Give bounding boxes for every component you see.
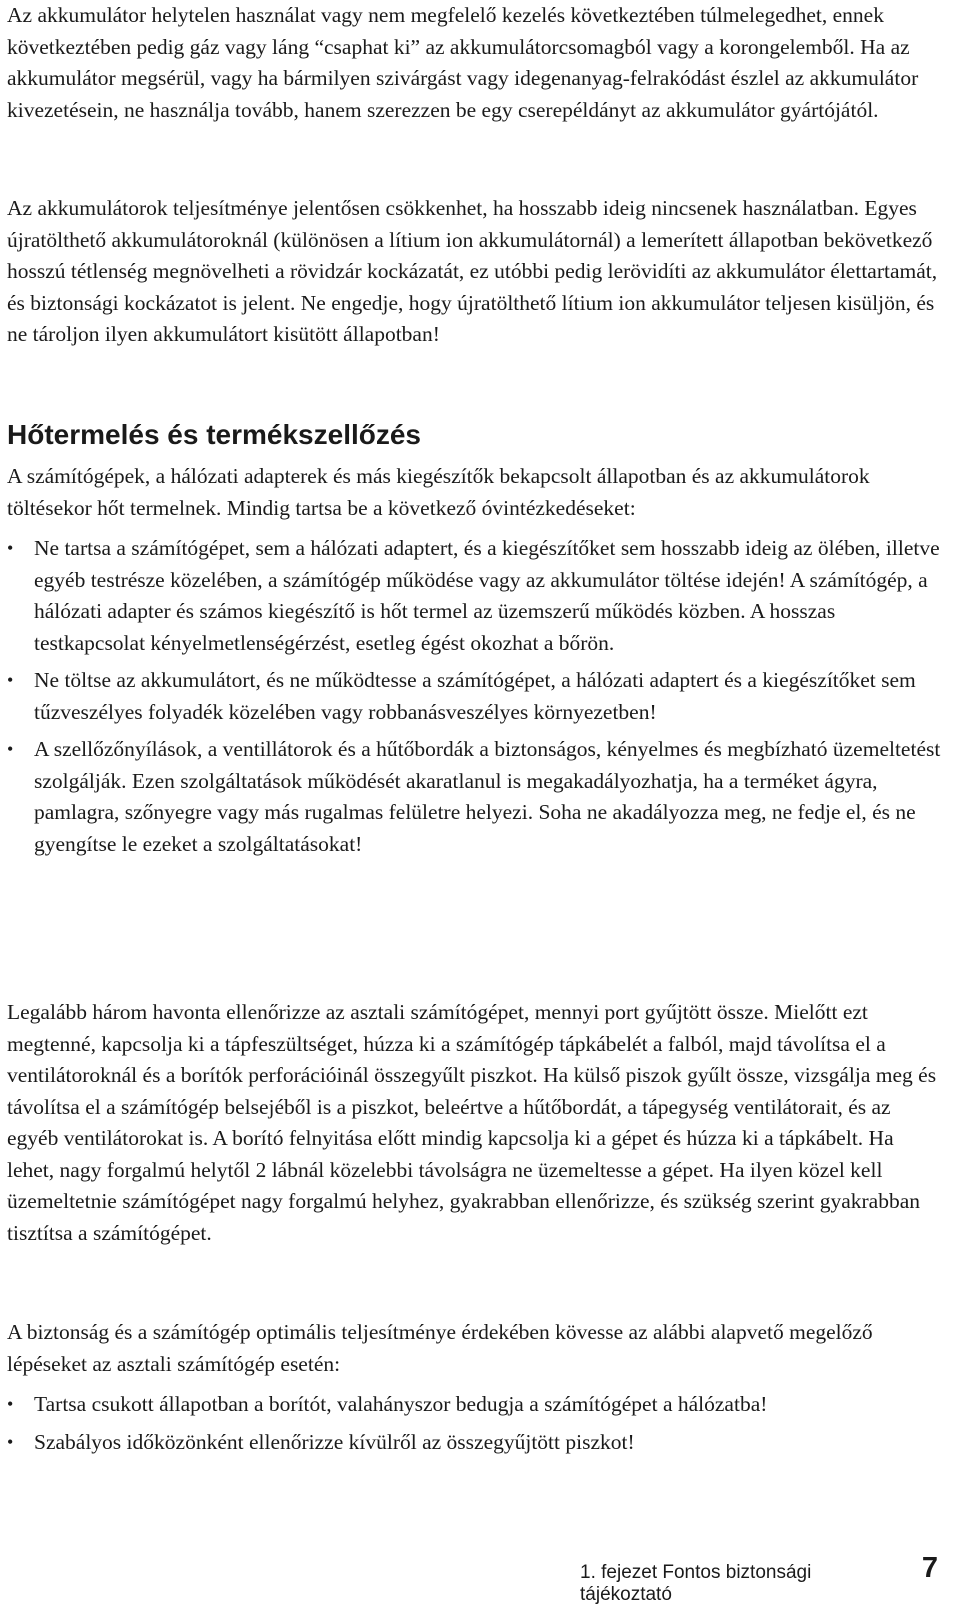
heat-section-block <box>7 461 943 866</box>
list-item-text: Ne töltse az akkumulátort, és ne működtesse a számítógépet, a hálózati adaptert és a kiegészítőket sem tűzveszélyes folyadék közelében vagy robbanásveszélyes környezetben! <box>34 668 916 724</box>
list-item <box>7 1389 943 1421</box>
paragraph-heat-intro: A számítógépek, a hálózati adapterek és más kiegészítők bekapcsolt állapotban és az akkumulátorok töltésekor hőt termelnek. Mindig tartsa be a következő óvintézkedéseket: <box>7 464 870 520</box>
battery-warning-block <box>7 0 943 126</box>
list-item-text: Tartsa csukott állapotban a borítót, valahányszor bedugja a számítógépet a hálózatba! <box>34 1392 768 1416</box>
list-item-text: A szellőzőnyílások, a ventillátorok és a hűtőbordák a biztonságos, kényelmes és megbízható üzemeltetést szolgálják. Ezen szolgáltatások működését akaratlanul is megakadályozhatja, ha a terméket ágyra, pamlagra, szőnyegre vagy más rugalmas felületre helyezi. Soha ne akadályozza meg, ne fedje el, és ne gyengítse le ezeket a szolgáltatásokat! <box>34 737 941 856</box>
page-number: 7 <box>921 1552 938 1584</box>
paragraph-battery-overheat: Az akkumulátor helytelen használat vagy nem megfelelő kezelés következtében túlmelegedhet, ennek következtében pedig gáz vagy láng “csaphat ki” az akkumulátorcsomagból vagy a korongelemből. Ha az akkumulátor megsérül, vagy ha bármilyen szivárgást vagy idegenanyag-felrakódást észlel az akkumulátor kivezetésein, ne használja tovább, hanem szerezzen be egy cserepéldányt az akkumulátor gyártójától. <box>7 3 919 122</box>
steps-bullet-list <box>7 1389 943 1458</box>
list-item-text: Ne tartsa a számítógépet, sem a hálózati adaptert, és a kiegészítőket sem hosszabb ideig az ölében, illetve egyéb testrésze közelében, a számítógép működése vagy az akkumulátor töltése idején! A számítógép, a hálózati adapter és számos kiegészítő is hőt termel az üzemszerű működés közben. A hosszas testkapcsolat kényelmetlenségérzést, esetleg égést okozhat a bőrön. <box>34 536 940 655</box>
list-item <box>7 533 943 659</box>
bullet-icon: • <box>7 739 14 759</box>
dust-block <box>7 997 943 1249</box>
bullet-icon: • <box>7 1431 14 1452</box>
paragraph-battery-storage: Az akkumulátorok teljesítménye jelentősen csökkenhet, ha hosszabb ideig nincsenek használatban. Egyes újratölthető akkumulátoroknál (különösen a lítium ion akkumulátornál) a lemerített állapotban bekövetkező hosszú tétlenség megnövelheti a rövidzár kockázatát, ez utóbbi pedig lerövidíti az akkumulátor élettartamát, és biztonsági kockázatot is jelent. Ne engedje, hogy újratölthető lítium ion akkumulátor teljesen kisüljön, és ne tároljon ilyen akkumulátort kisütött állapotban! <box>7 196 938 346</box>
steps-block <box>7 1317 943 1464</box>
bullet-icon: • <box>7 538 14 558</box>
paragraph-preventive-steps: A biztonság és a számítógép optimális teljesítménye érdekében kövesse az alábbi alapvető megelőző lépéseket az asztali számítógép esetén: <box>7 1320 873 1376</box>
list-item <box>7 1427 943 1459</box>
section-heading: Hőtermelés és termékszellőzés <box>7 419 421 450</box>
heat-bullet-list <box>7 533 943 860</box>
battery-storage-block <box>7 193 943 351</box>
bullet-icon: • <box>7 670 14 690</box>
paragraph-dust-cleaning: Legalább három havonta ellenőrizze az asztali számítógépet, mennyi port gyűjtött össze. Mielőtt ezt megtenné, kapcsolja ki a tápfeszültséget, húzza ki a számítógép tápkábelét a falból, majd távolítsa el a ventilátoroknál és a borítók perforációinál összegyűlt piszkot. Ha külső piszok gyűlt össze, vizsgálja meg és távolítsa el a számítógép belsejéből is a piszkot, beleértve a hűtőbordát, a tápegység ventilátorait, és az egyéb ventilátorokat is. A borító felnyitása előtt mindig kapcsolja ki a gépet és húzza ki a tápkábelt. Ha lehet, nagy forgalmú helytől 2 lábnál közelebbi távolságra ne üzemeltesse a gépet. Ha ilyen közel kell üzemeltetnie számítógépet nagy forgalmú helyhez, gyakrabban ellenőrizze, és szükség szerint gyakrabban tisztítsa a számítógépet. <box>7 1000 937 1245</box>
list-item-text: Szabályos időközönként ellenőrizze kívülről az összegyűjtött piszkot! <box>34 1429 635 1454</box>
list-item <box>7 665 943 728</box>
list-item <box>7 734 943 860</box>
page-footer <box>580 1552 940 1605</box>
footer-chapter-title: 1. fejezet Fontos biztonsági tájékoztató <box>580 1562 812 1605</box>
bullet-icon: • <box>7 1394 14 1414</box>
